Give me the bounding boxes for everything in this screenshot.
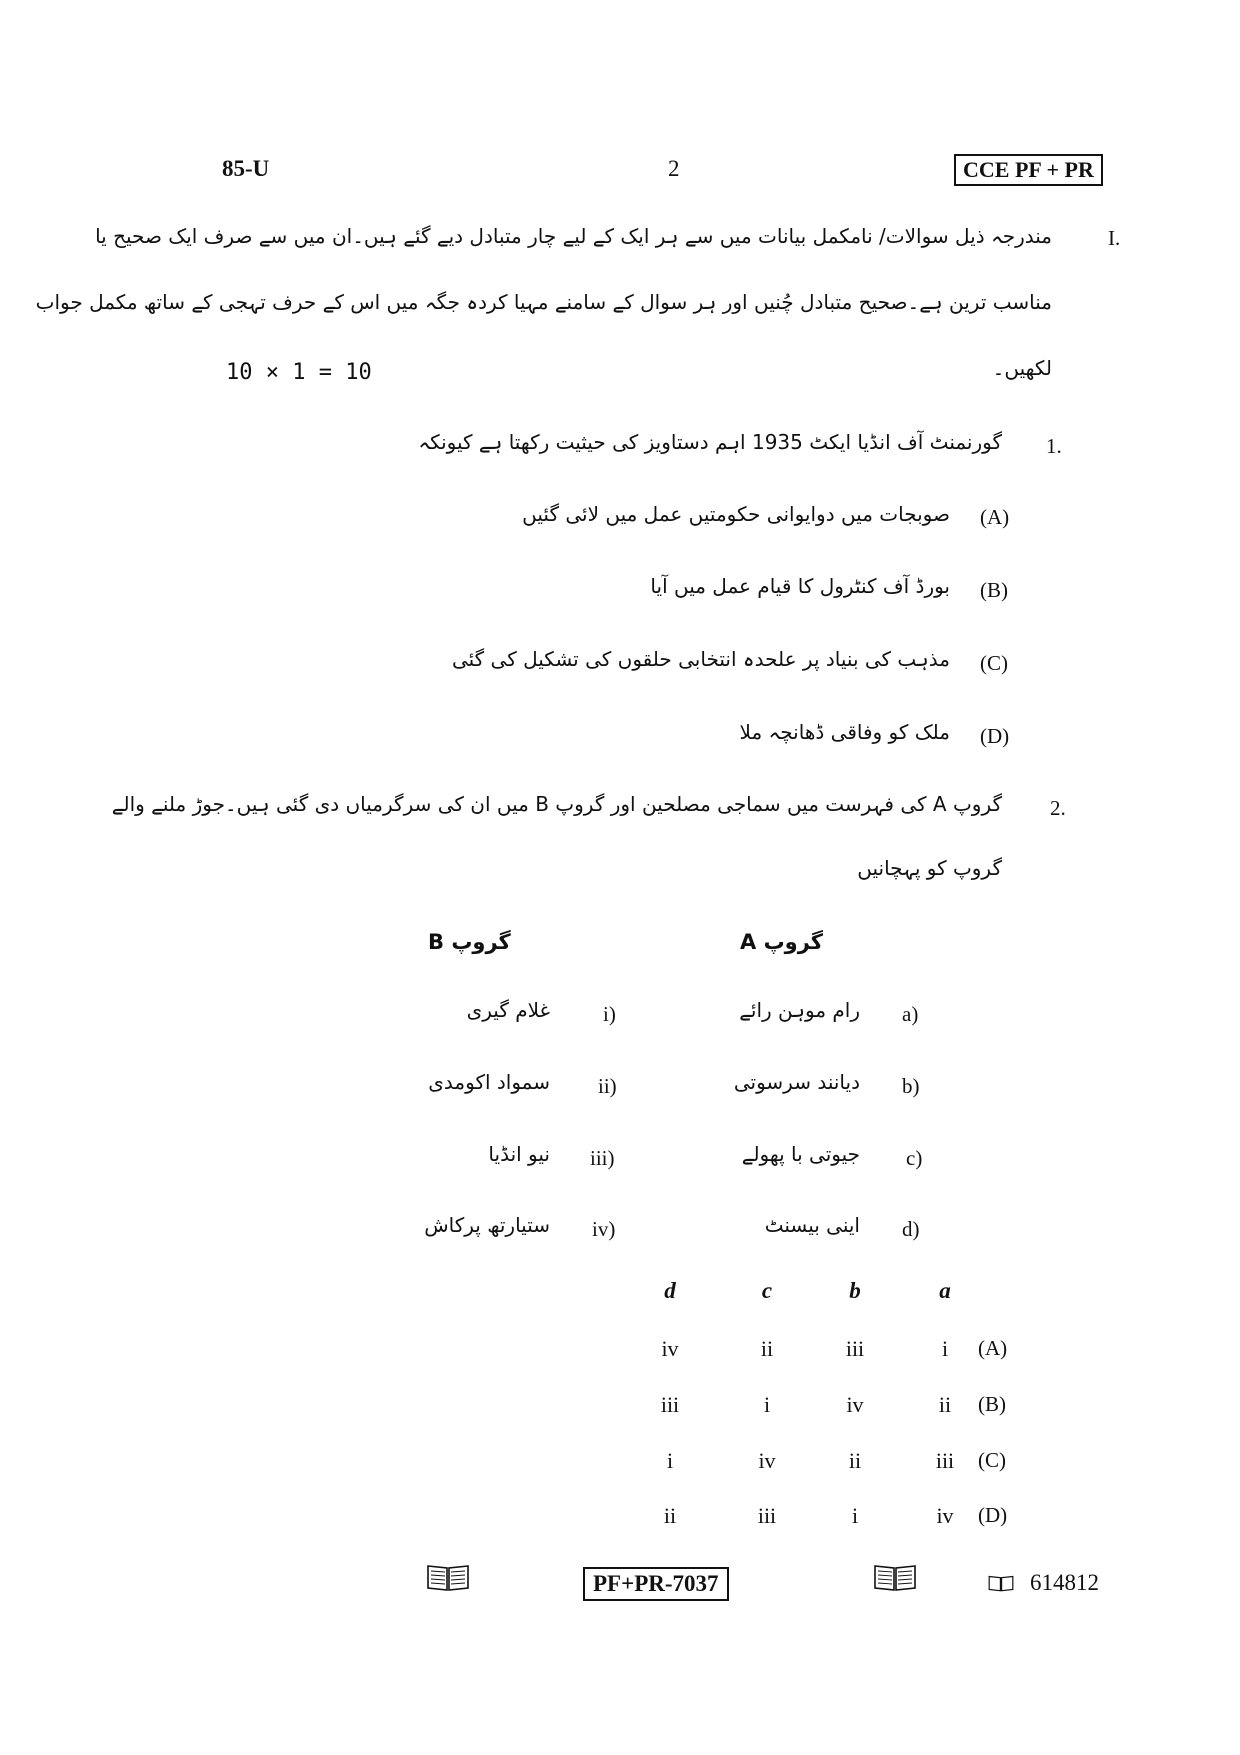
group-b-heading: گروپ B [428,930,511,954]
serial-number: 614812 [1030,1570,1099,1595]
group-a-heading: گروپ A [740,930,824,954]
answer-cell: i [941,1336,949,1361]
answer-row-label: (D) [978,1503,1008,1527]
group-b-item: نیو انڈیا [488,1142,550,1166]
instruction-line-2: مناسب ترین ہے۔صحیح متبادل چُنیں اور ہر سوال کے سامنے مہیا کردہ جگہ میں اس کے حرف تہجی کے ساتھ مکمل جواب [35,290,1052,314]
q2-text-line-1: گروپ A کی فہرست میں سماجی مصلحین اور گروپ B میں ان کی سرگرمیاں دی گئی ہیں۔جوڑ ملنے والے [111,792,1002,816]
marks-label: 10 × 1 = 10 [226,360,372,385]
group-a-label: c) [906,1146,923,1170]
q2-number: 2. [1050,796,1066,820]
instruction-line-1: مندرجہ ذیل سوالات/ نامکمل بیانات میں سے ہر ایک کے لیے چار متبادل دیے گئے ہیں۔ان میں سے صرف ایک صحیح یا [95,224,1052,248]
answer-col-header: b [849,1278,861,1303]
group-b-label: iii) [590,1146,615,1170]
section-number: I. [1108,226,1121,250]
q1-option-label: (B) [980,578,1008,602]
answer-col-header: d [664,1278,676,1303]
group-b-item: ستیارتھ پرکاش [424,1213,550,1237]
instruction-line-3: لکھیں۔ [992,356,1052,380]
q2-text-line-2: گروپ کو پہچانیں [857,856,1002,880]
page-number: 2 [668,156,680,181]
group-b-label: ii) [598,1074,617,1098]
q1-text: گورنمنٹ آف انڈیا ایکٹ 1935 اہم دستاویز کی حیثیت رکھتا ہے کیونکہ [418,430,1002,454]
answer-cell: iii [757,1503,777,1528]
answer-cell: ii [848,1448,862,1473]
answer-cell: i [666,1448,674,1473]
subject-code: 85-U [222,156,270,181]
group-a-item: رام موہن رائے [739,998,860,1022]
group-a-label: d) [902,1217,920,1241]
group-b-item: سمواد اکومدی [428,1070,550,1094]
group-a-label: b) [902,1074,920,1098]
group-a-item: جیوتی با پھولے [741,1142,860,1166]
group-b-item: غلام گیری [466,998,550,1022]
answer-cell: i [851,1503,859,1528]
answer-row-label: (B) [978,1392,1006,1416]
q1-number: 1. [1046,434,1062,458]
book-icon [426,1562,470,1592]
answer-cell: iii [935,1448,955,1473]
answer-col-header: c [761,1278,773,1303]
q1-option-text: بورڈ آف کنٹرول کا قیام عمل میں آیا [650,574,950,598]
answer-cell: iii [845,1336,865,1361]
answer-col-header: a [939,1278,951,1303]
group-a-item: اینی بیسنٹ [764,1213,860,1237]
answer-cell: iv [661,1336,679,1361]
series-box: CCE PF + PR [954,154,1103,186]
book-icon [873,1562,917,1592]
answer-cell: iii [660,1392,680,1417]
answer-row-label: (C) [978,1448,1006,1472]
answer-cell: i [763,1392,771,1417]
q1-option-label: (C) [980,651,1008,675]
q1-option-text: صوبجات میں دوایوانی حکومتیں عمل میں لائی گئیں [522,502,950,526]
answer-row-label: (A) [978,1336,1008,1360]
group-a-label: a) [902,1002,919,1026]
booklet-code-box: PF+PR-7037 [583,1567,729,1601]
answer-cell: ii [663,1503,677,1528]
group-a-item: دیانند سرسوتی [733,1070,860,1094]
answer-cell: iv [846,1392,864,1417]
group-b-label: i) [603,1002,616,1026]
q1-option-label: (D) [980,724,1010,748]
answer-cell: iv [936,1503,954,1528]
q1-option-text: ملک کو وفاقی ڈھانچہ ملا [739,720,950,744]
answer-cell: iv [758,1448,776,1473]
q1-option-label: (A) [980,505,1010,529]
answer-cell: ii [760,1336,774,1361]
group-b-label: iv) [592,1217,616,1241]
q1-option-text: مذہب کی بنیاد پر علحدہ انتخابی حلقوں کی تشکیل کی گئی [451,647,950,671]
small-book-icon [988,1574,1014,1592]
answer-cell: ii [938,1392,952,1417]
